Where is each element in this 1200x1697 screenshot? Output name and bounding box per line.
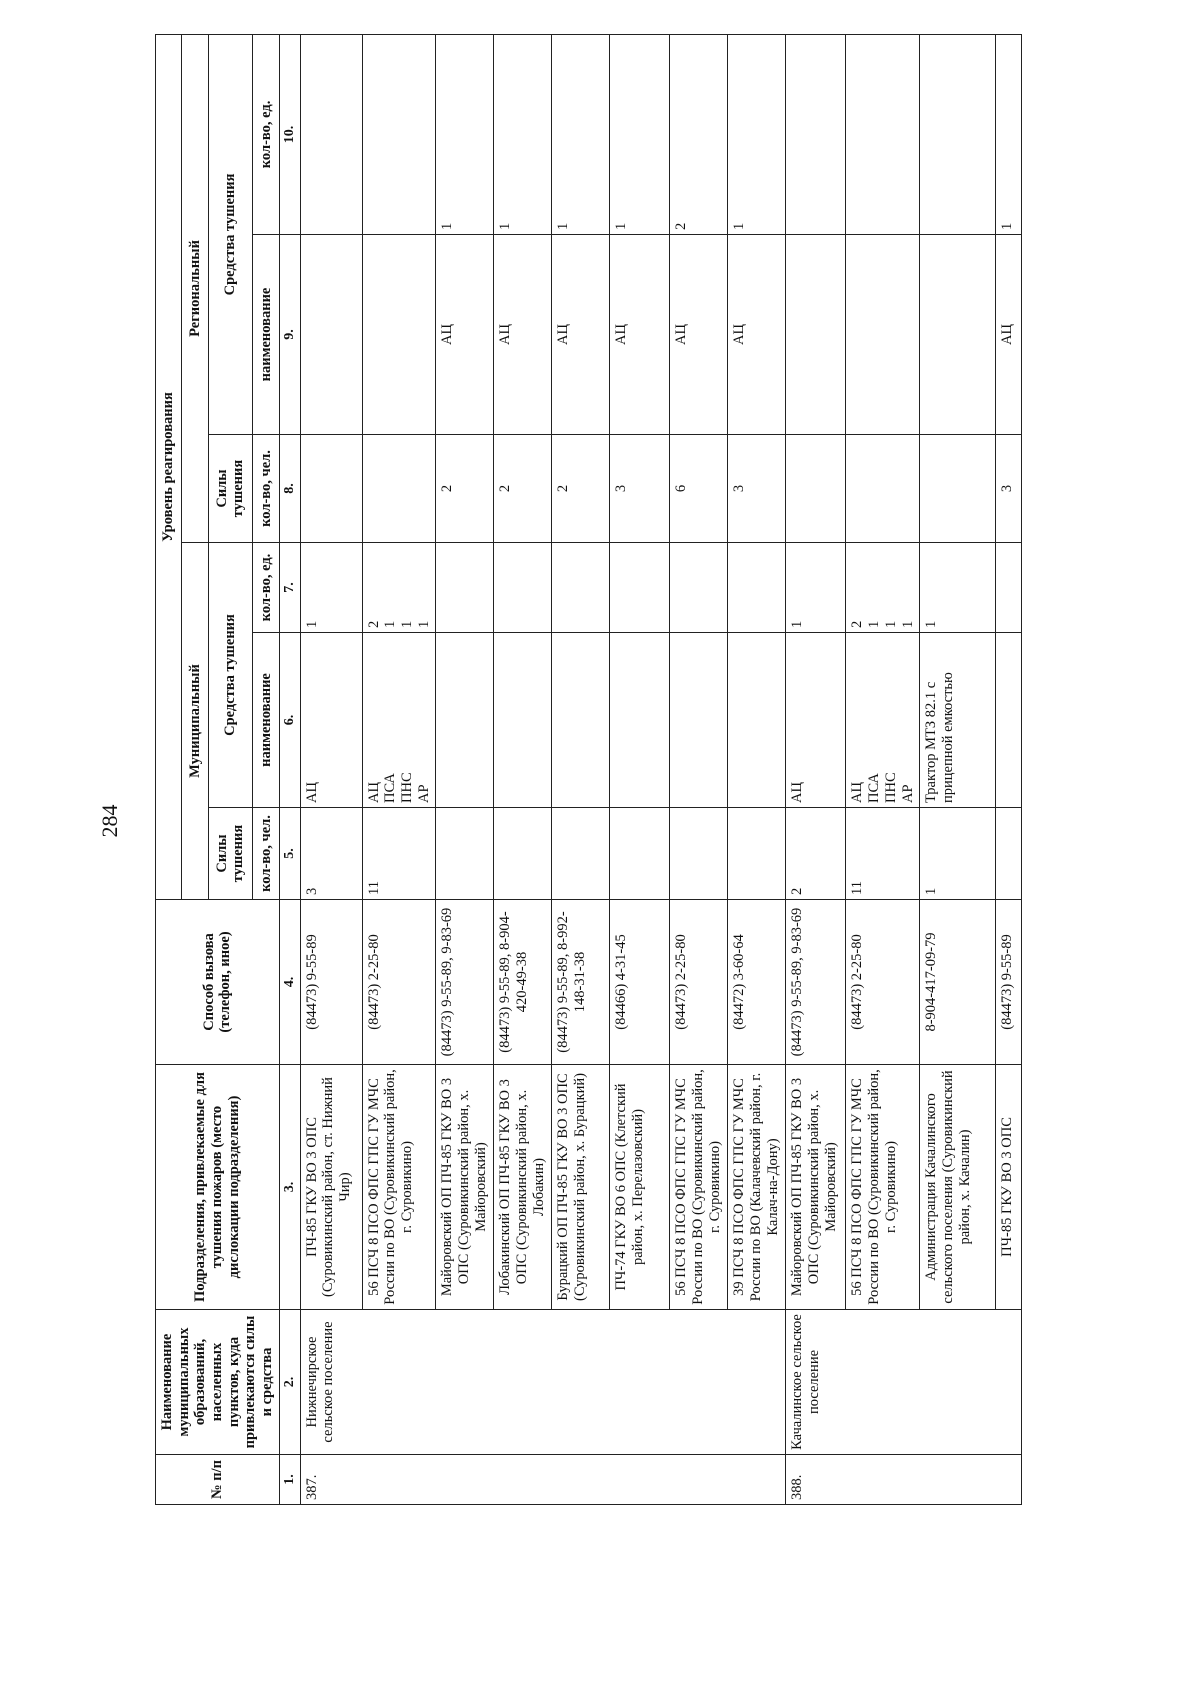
r-forces-cell: 2 xyxy=(436,435,494,543)
col-number: 3. xyxy=(279,1065,300,1310)
call-method-cell: (84473) 9-55-89 xyxy=(996,900,1022,1065)
m-means-name-cell xyxy=(996,633,1022,808)
table-row xyxy=(610,34,670,1504)
r-forces-cell: 3 xyxy=(996,435,1022,543)
unit-cell: Майоровский ОП ПЧ-85 ГКУ ВО 3 ОПС (Суровикинский район, х. Майоровский) xyxy=(436,1065,494,1310)
header-response-level: Уровень реагирования xyxy=(156,34,182,899)
r-means-qty-cell: 1 xyxy=(728,34,786,234)
table-row xyxy=(362,34,436,1504)
row-number-cell: 387. xyxy=(300,1455,786,1505)
r-means-qty-cell: 1 xyxy=(494,34,552,234)
r-means-name-cell xyxy=(786,235,846,435)
r-means-qty-cell: 1 xyxy=(610,34,670,234)
m-forces-cell: 2 xyxy=(786,808,846,900)
header-municipality: Наименование муниципальных образований, населенных пунктов, куда привлекаются силы и средства xyxy=(156,1310,280,1455)
unit-cell: Бурацкий ОП ПЧ-85 ГКУ ВО 3 ОПС (Суровикинский район, х. Бурацкий) xyxy=(552,1065,610,1310)
m-forces-cell: 3 xyxy=(300,808,362,900)
call-method-cell: (84473) 9-55-89, 8-904-420-49-38 xyxy=(494,900,552,1065)
m-forces-cell: 11 xyxy=(362,808,436,900)
unit-cell: 39 ПСЧ 8 ПСО ФПС ГПС ГУ МЧС России по ВО (Калачевский район, г. Калач-на-Дону) xyxy=(728,1065,786,1310)
r-means-name-cell: АЦ xyxy=(436,235,494,435)
col-number: 5. xyxy=(279,808,300,900)
header-m-qty-people: кол-во, чел. xyxy=(253,808,279,900)
m-forces-cell xyxy=(436,808,494,900)
header-call-method: Способ вызова (телефон, иное) xyxy=(156,900,280,1065)
m-means-name-cell: АЦ xyxy=(300,633,362,808)
table-body xyxy=(300,34,1021,1504)
r-means-name-cell: АЦ xyxy=(728,235,786,435)
unit-cell: 56 ПСЧ 8 ПСО ФПС ГПС ГУ МЧС России по ВО (Суровикинский район, г. Суровикино) xyxy=(362,1065,436,1310)
m-means-name-cell xyxy=(670,633,728,808)
m-means-qty-cell xyxy=(610,543,670,633)
col-number: 2. xyxy=(279,1310,300,1455)
table-row xyxy=(728,34,786,1504)
unit-cell: 56 ПСЧ 8 ПСО ФПС ГПС ГУ МЧС России по ВО (Суровикинский район, г. Суровикино) xyxy=(846,1065,920,1310)
m-forces-cell xyxy=(670,808,728,900)
header-r-means: Средства тушения xyxy=(208,34,253,434)
col-number: 10. xyxy=(279,34,300,234)
municipality-cell: Качалинское сельское поселение xyxy=(786,1310,1022,1455)
m-means-qty-cell: 2 1 1 1 xyxy=(846,543,920,633)
call-method-cell: (84466) 4-31-45 xyxy=(610,900,670,1065)
m-means-qty-cell xyxy=(996,543,1022,633)
m-forces-cell xyxy=(494,808,552,900)
r-means-qty-cell xyxy=(920,34,996,234)
rotated-table-container xyxy=(155,35,1155,1505)
col-number: 7. xyxy=(279,543,300,633)
unit-cell: Администрация Качалинского сельского поселения (Суровикинский район, х. Качалин) xyxy=(920,1065,996,1310)
r-means-qty-cell: 2 xyxy=(670,34,728,234)
call-method-cell: (84473) 9-55-89, 9-83-69 xyxy=(786,900,846,1065)
r-forces-cell xyxy=(786,435,846,543)
header-m-qty-units: кол-во, ед. xyxy=(253,543,279,633)
header-municipal: Муниципальный xyxy=(182,543,208,900)
header-regional: Региональный xyxy=(182,34,208,542)
table-row xyxy=(436,34,494,1504)
r-means-name-cell xyxy=(362,235,436,435)
unit-cell: Майоровский ОП ПЧ-85 ГКУ ВО 3 ОПС (Суровикинский район, х. Майоровский) xyxy=(786,1065,846,1310)
unit-cell: ПЧ-85 ГКУ ВО 3 ОПС (Суровикинский район, ст. Нижний Чир) xyxy=(300,1065,362,1310)
r-forces-cell: 2 xyxy=(552,435,610,543)
table-row xyxy=(996,34,1022,1504)
m-forces-cell: 11 xyxy=(846,808,920,900)
header-num: № п/п xyxy=(156,1455,280,1505)
m-means-name-cell xyxy=(436,633,494,808)
m-means-qty-cell xyxy=(494,543,552,633)
m-means-qty-cell xyxy=(436,543,494,633)
response-forces-table xyxy=(155,34,1022,1505)
r-means-qty-cell: 1 xyxy=(436,34,494,234)
r-means-name-cell xyxy=(920,235,996,435)
m-means-name-cell xyxy=(494,633,552,808)
table-row xyxy=(552,34,610,1504)
m-means-qty-cell: 1 xyxy=(786,543,846,633)
r-means-name-cell: АЦ xyxy=(670,235,728,435)
r-forces-cell xyxy=(362,435,436,543)
m-forces-cell: 1 xyxy=(920,808,996,900)
header-m-means: Средства тушения xyxy=(208,543,253,808)
m-means-qty-cell: 1 xyxy=(300,543,362,633)
unit-cell: 56 ПСЧ 8 ПСО ФПС ГПС ГУ МЧС России по ВО (Суровикинский район, г. Суровикино) xyxy=(670,1065,728,1310)
call-method-cell: (84473) 2-25-80 xyxy=(846,900,920,1065)
table-row xyxy=(846,34,920,1504)
r-forces-cell xyxy=(846,435,920,543)
m-means-name-cell: Трактор МТЗ 82.1 с прицепной емкостью xyxy=(920,633,996,808)
unit-cell: ПЧ-85 ГКУ ВО 3 ОПС xyxy=(996,1065,1022,1310)
row-number-cell: 388. xyxy=(786,1455,1022,1505)
unit-cell: ПЧ-74 ГКУ ВО 6 ОПС (Клетский район, х. Перелазовский) xyxy=(610,1065,670,1310)
m-means-qty-cell: 1 xyxy=(920,543,996,633)
col-number: 6. xyxy=(279,633,300,808)
m-forces-cell xyxy=(728,808,786,900)
r-forces-cell xyxy=(300,435,362,543)
r-means-qty-cell xyxy=(362,34,436,234)
call-method-cell: (84473) 2-25-80 xyxy=(670,900,728,1065)
m-means-qty-cell xyxy=(552,543,610,633)
m-means-qty-cell xyxy=(670,543,728,633)
r-forces-cell xyxy=(920,435,996,543)
m-means-name-cell: АЦ ПСА ПНС АР xyxy=(846,633,920,808)
r-means-qty-cell xyxy=(786,34,846,234)
m-forces-cell xyxy=(996,808,1022,900)
col-number: 1. xyxy=(279,1455,300,1505)
header-r-qty-people: кол-во, чел. xyxy=(253,435,279,543)
header-r-qty-units: кол-во, ед. xyxy=(253,34,279,234)
municipality-cell: Нижнечирское сельское поселение xyxy=(300,1310,786,1455)
m-forces-cell xyxy=(552,808,610,900)
m-means-name-cell xyxy=(552,633,610,808)
table-row xyxy=(786,34,846,1504)
r-forces-cell: 6 xyxy=(670,435,728,543)
header-m-name: наименование xyxy=(253,633,279,808)
m-forces-cell xyxy=(610,808,670,900)
r-means-qty-cell: 1 xyxy=(552,34,610,234)
col-number: 8. xyxy=(279,435,300,543)
r-means-qty-cell xyxy=(846,34,920,234)
header-r-name: наименование xyxy=(253,235,279,435)
r-forces-cell: 2 xyxy=(494,435,552,543)
r-forces-cell: 3 xyxy=(610,435,670,543)
col-number: 9. xyxy=(279,235,300,435)
m-means-name-cell: АЦ ПСА ПНС АР xyxy=(362,633,436,808)
table-row xyxy=(494,34,552,1504)
unit-cell: Лобакинский ОП ПЧ-85 ГКУ ВО 3 ОПС (Суровикинский район, х. Лобакин) xyxy=(494,1065,552,1310)
table-row xyxy=(920,34,996,1504)
r-means-name-cell xyxy=(846,235,920,435)
r-means-name-cell: АЦ xyxy=(996,235,1022,435)
call-method-cell: 8-904-417-09-79 xyxy=(920,900,996,1065)
m-means-name-cell xyxy=(610,633,670,808)
m-means-name-cell xyxy=(728,633,786,808)
call-method-cell: (84472) 3-60-64 xyxy=(728,900,786,1065)
column-number-row xyxy=(279,34,300,1504)
table-row xyxy=(670,34,728,1504)
page-number: 284 xyxy=(97,804,122,838)
header-units: Подразделения, привлекаемые для тушения пожаров (место дислокации подразделения) xyxy=(156,1065,280,1310)
r-means-name-cell: АЦ xyxy=(552,235,610,435)
col-number: 4. xyxy=(279,900,300,1065)
m-means-qty-cell: 2 1 1 1 xyxy=(362,543,436,633)
header-m-forces: Силы тушения xyxy=(208,808,253,900)
r-forces-cell: 3 xyxy=(728,435,786,543)
header-r-forces: Силы тушения xyxy=(208,435,253,543)
r-means-name-cell: АЦ xyxy=(494,235,552,435)
call-method-cell: (84473) 9-55-89, 8-992-148-31-38 xyxy=(552,900,610,1065)
r-means-qty-cell: 1 xyxy=(996,34,1022,234)
m-means-qty-cell xyxy=(728,543,786,633)
call-method-cell: (84473) 9-55-89 xyxy=(300,900,362,1065)
r-means-name-cell: АЦ xyxy=(610,235,670,435)
r-means-name-cell xyxy=(300,235,362,435)
m-means-name-cell: АЦ xyxy=(786,633,846,808)
table-row xyxy=(300,34,362,1504)
r-means-qty-cell xyxy=(300,34,362,234)
call-method-cell: (84473) 9-55-89, 9-83-69 xyxy=(436,900,494,1065)
call-method-cell: (84473) 2-25-80 xyxy=(362,900,436,1065)
